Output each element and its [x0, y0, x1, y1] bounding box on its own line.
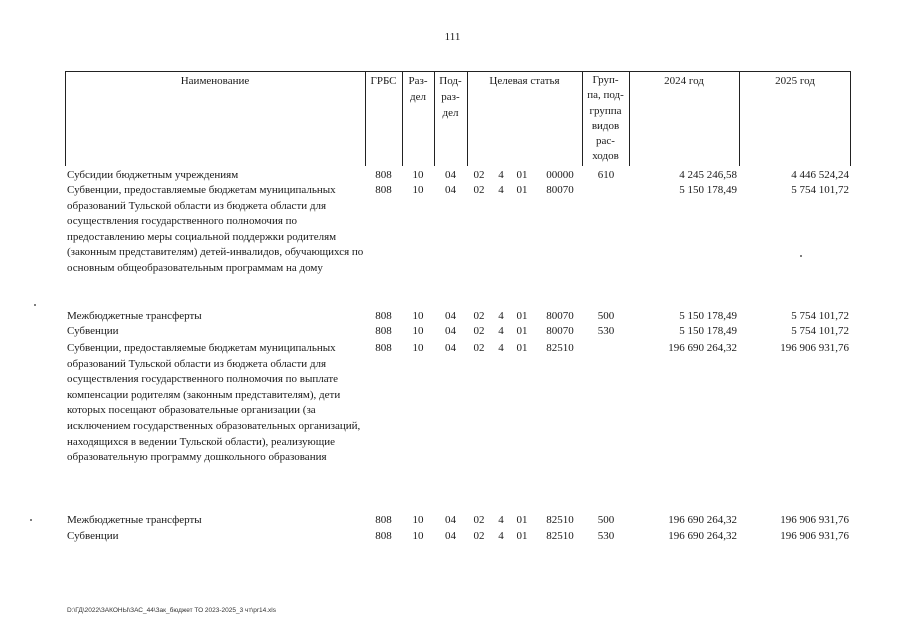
- row-t1: 02: [473, 342, 485, 354]
- header-name: Наименование: [180, 75, 250, 87]
- row-name: Субвенции, предоставляемые бюджетам муниципальных образований Тульской области из бюджета области для осуществления государственного полномочия по предоставлению меры социальной поддержки родителям (законным представителям) детей-инвалидов, обучающихся по основным общеобразовательным программам на дому: [67, 184, 364, 274]
- row-t3: 01: [516, 342, 528, 354]
- row-t3: 01: [516, 184, 528, 196]
- row-razdel: 10: [412, 184, 424, 196]
- row-t4: 82510: [546, 342, 574, 354]
- row-t4: 80070: [546, 325, 574, 337]
- row-t2: 4: [498, 325, 504, 337]
- row-v2024: 5 150 178,49: [679, 310, 737, 322]
- row-v2025: 5 754 101,72: [791, 184, 849, 196]
- row-group: 610: [597, 169, 615, 181]
- row-v2024: 5 150 178,49: [679, 184, 737, 196]
- scan-speck: [800, 255, 802, 257]
- row-t3: 01: [516, 169, 528, 181]
- row-group: 500: [597, 310, 615, 322]
- row-v2024: 5 150 178,49: [679, 325, 737, 337]
- row-razdel: 10: [412, 169, 424, 181]
- row-t3: 01: [516, 514, 528, 526]
- row-t1: 02: [473, 325, 485, 337]
- row-v2025: 5 754 101,72: [791, 310, 849, 322]
- header-target: Целевая статья: [489, 75, 560, 87]
- row-razdel: 10: [412, 530, 424, 542]
- row-v2025: 196 906 931,76: [780, 530, 849, 542]
- row-t4: 82510: [546, 530, 574, 542]
- row-t2: 4: [498, 169, 504, 181]
- header-podrazdel: Под- раз- дел: [439, 75, 462, 119]
- row-grbs: 808: [375, 514, 392, 526]
- header-razdel: Раз- дел: [408, 75, 428, 103]
- row-t2: 4: [498, 514, 504, 526]
- scan-speck: [30, 519, 32, 521]
- row-t1: 02: [473, 310, 485, 322]
- row-t2: 4: [498, 184, 504, 196]
- row-name: Субвенции: [67, 530, 119, 542]
- row-v2024: 196 690 264,32: [668, 530, 737, 542]
- row-podrazdel: 04: [445, 342, 456, 354]
- row-podrazdel: 04: [445, 514, 456, 526]
- row-v2025: 196 906 931,76: [780, 514, 849, 526]
- row-razdel: 10: [412, 325, 424, 337]
- row-t1: 02: [473, 184, 485, 196]
- row-t1: 02: [473, 514, 485, 526]
- scan-speck: [34, 304, 36, 306]
- row-podrazdel: 04: [445, 310, 456, 322]
- row-grbs: 808: [375, 169, 392, 181]
- row-t3: 01: [516, 530, 528, 542]
- row-v2025: 5 754 101,72: [791, 325, 849, 337]
- row-podrazdel: 04: [445, 325, 456, 337]
- header-group: Груп- па, под- группа видов рас- ходов: [587, 74, 624, 163]
- row-razdel: 10: [412, 342, 424, 354]
- row-v2024: 4 245 246,58: [679, 169, 737, 181]
- file-path: D:\ГД\2022\ЗАКОНЫ\ЗАС_44\Зак_бюджет ТО 2023-2025_3 чт\pr14.xls: [67, 607, 276, 614]
- row-group: 530: [597, 530, 615, 542]
- page-number: 111: [444, 31, 461, 43]
- row-v2025: 196 906 931,76: [780, 342, 849, 354]
- row-t2: 4: [498, 342, 504, 354]
- row-t1: 02: [473, 169, 485, 181]
- row-grbs: 808: [375, 325, 392, 337]
- row-v2024: 196 690 264,32: [668, 342, 737, 354]
- row-t4: 80070: [546, 310, 574, 322]
- row-t4: 82510: [546, 514, 574, 526]
- row-name: Субсидии бюджетным учреждениям: [67, 169, 239, 181]
- header-grbs: ГРБС: [370, 75, 397, 87]
- row-v2025: 4 446 524,24: [791, 169, 849, 181]
- row-t3: 01: [516, 310, 528, 322]
- row-razdel: 10: [412, 514, 424, 526]
- row-name: Межбюджетные трансферты: [67, 310, 202, 322]
- row-name: Межбюджетные трансферты: [67, 514, 202, 526]
- row-podrazdel: 04: [445, 530, 456, 542]
- row-razdel: 10: [412, 310, 424, 322]
- header-2025: 2025 год: [775, 75, 815, 87]
- row-grbs: 808: [375, 530, 392, 542]
- row-v2024: 196 690 264,32: [668, 514, 737, 526]
- row-t2: 4: [498, 310, 504, 322]
- header-2024: 2024 год: [664, 75, 704, 87]
- row-group: 530: [597, 325, 615, 337]
- row-grbs: 808: [375, 184, 392, 196]
- row-t2: 4: [498, 530, 504, 542]
- row-group: 500: [597, 514, 615, 526]
- row-grbs: 808: [375, 342, 392, 354]
- row-grbs: 808: [375, 310, 392, 322]
- row-podrazdel: 04: [445, 184, 456, 196]
- row-t4: 00000: [546, 169, 574, 181]
- row-name: Субвенции: [67, 325, 119, 337]
- row-t4: 80070: [546, 184, 574, 196]
- row-t3: 01: [516, 325, 528, 337]
- row-podrazdel: 04: [445, 169, 456, 181]
- row-t1: 02: [473, 530, 485, 542]
- row-name: Субвенции, предоставляемые бюджетам муниципальных образований Тульской области из бюджета области для осуществления государственного полномочия по выплате компенсации родителям (законным представителям), дети которых посещают образовательные организации (за исключением государственных образовательных организаций, находящихся в ведении Тульской области), реализующие образовательную программу дошкольного образования: [67, 342, 361, 464]
